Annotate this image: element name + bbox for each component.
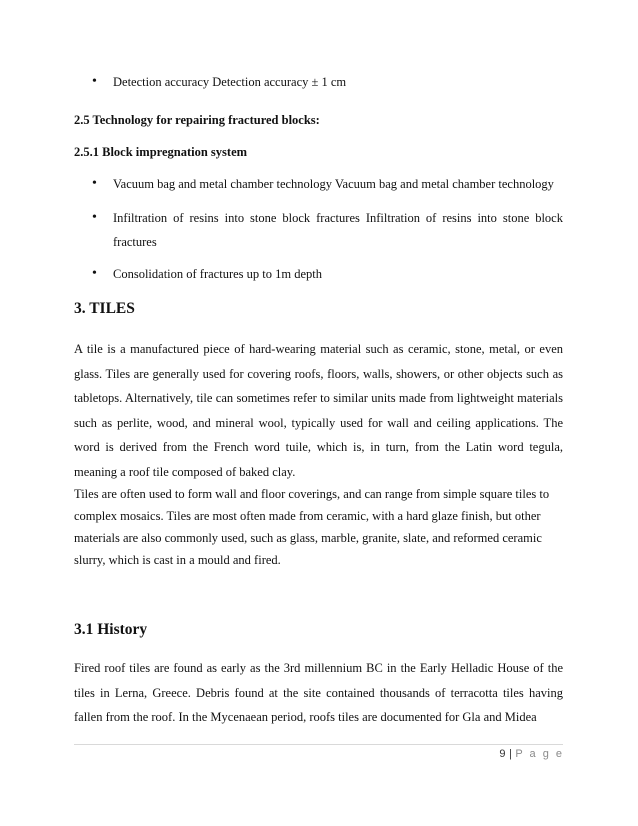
list-item-text: Detection accuracy Detection accuracy ± 1 cm bbox=[113, 75, 347, 89]
subsection-heading-2-5-1: 2.5.1 Block impregnation system bbox=[74, 145, 248, 159]
section-heading-3: 3. TILES bbox=[74, 300, 135, 317]
paragraph: Fired roof tiles are found as early as the 3rd millennium BC in the Early Helladic House of the tiles in Lerna, Greece. Debris found at the site contained thousands of terracotta tiles having fallen from the roof. In the Mycenaean period, roofs tiles are documented for Gla and Midea bbox=[74, 661, 563, 724]
section-heading-2-5: 2.5 Technology for repairing fractured blocks: bbox=[74, 113, 320, 127]
page-footer bbox=[499, 748, 564, 760]
bullet-icon: • bbox=[92, 176, 97, 191]
page-number: 9 bbox=[499, 748, 506, 760]
bullet-icon: • bbox=[92, 210, 97, 225]
footer-separator: | bbox=[508, 748, 513, 760]
list-item-text: Vacuum bag and metal chamber technology Vacuum bag and metal chamber technology bbox=[113, 177, 554, 191]
paragraph: A tile is a manufactured piece of hard-wearing material such as ceramic, stone, metal, or even glass. Tiles are generally used for covering roofs, floors, walls, showers, or other objects such as tabletops. Alternatively, tile can sometimes refer to similar units made from lightweight materials such as perlite, wood, and mineral wool, typically used for wall and ceiling applications. The word is derived from the French word tuile, which is, in turn, from the Latin word tegula, meaning a roof tile composed of baked clay. bbox=[74, 342, 563, 479]
paragraph: Tiles are often used to form wall and floor coverings, and can range from simple square tiles to complex mosaics. Tiles are most often made from ceramic, with a hard glaze finish, but other materials are also commonly used, such as glass, marble, granite, slate, and reformed ceramic slurry, which is cast in a mould and fired. bbox=[74, 487, 550, 567]
list-item-text: Infiltration of resins into stone block fractures Infiltration of resins into stone block fractures bbox=[113, 211, 563, 249]
footer-rule bbox=[74, 744, 563, 745]
section-heading-3-1: 3.1 History bbox=[74, 621, 148, 638]
list-item-text: Consolidation of fractures up to 1m depth bbox=[113, 267, 322, 281]
bullet-icon: • bbox=[92, 74, 97, 89]
bullet-icon: • bbox=[92, 266, 97, 281]
page-label: P a g e bbox=[515, 748, 564, 760]
